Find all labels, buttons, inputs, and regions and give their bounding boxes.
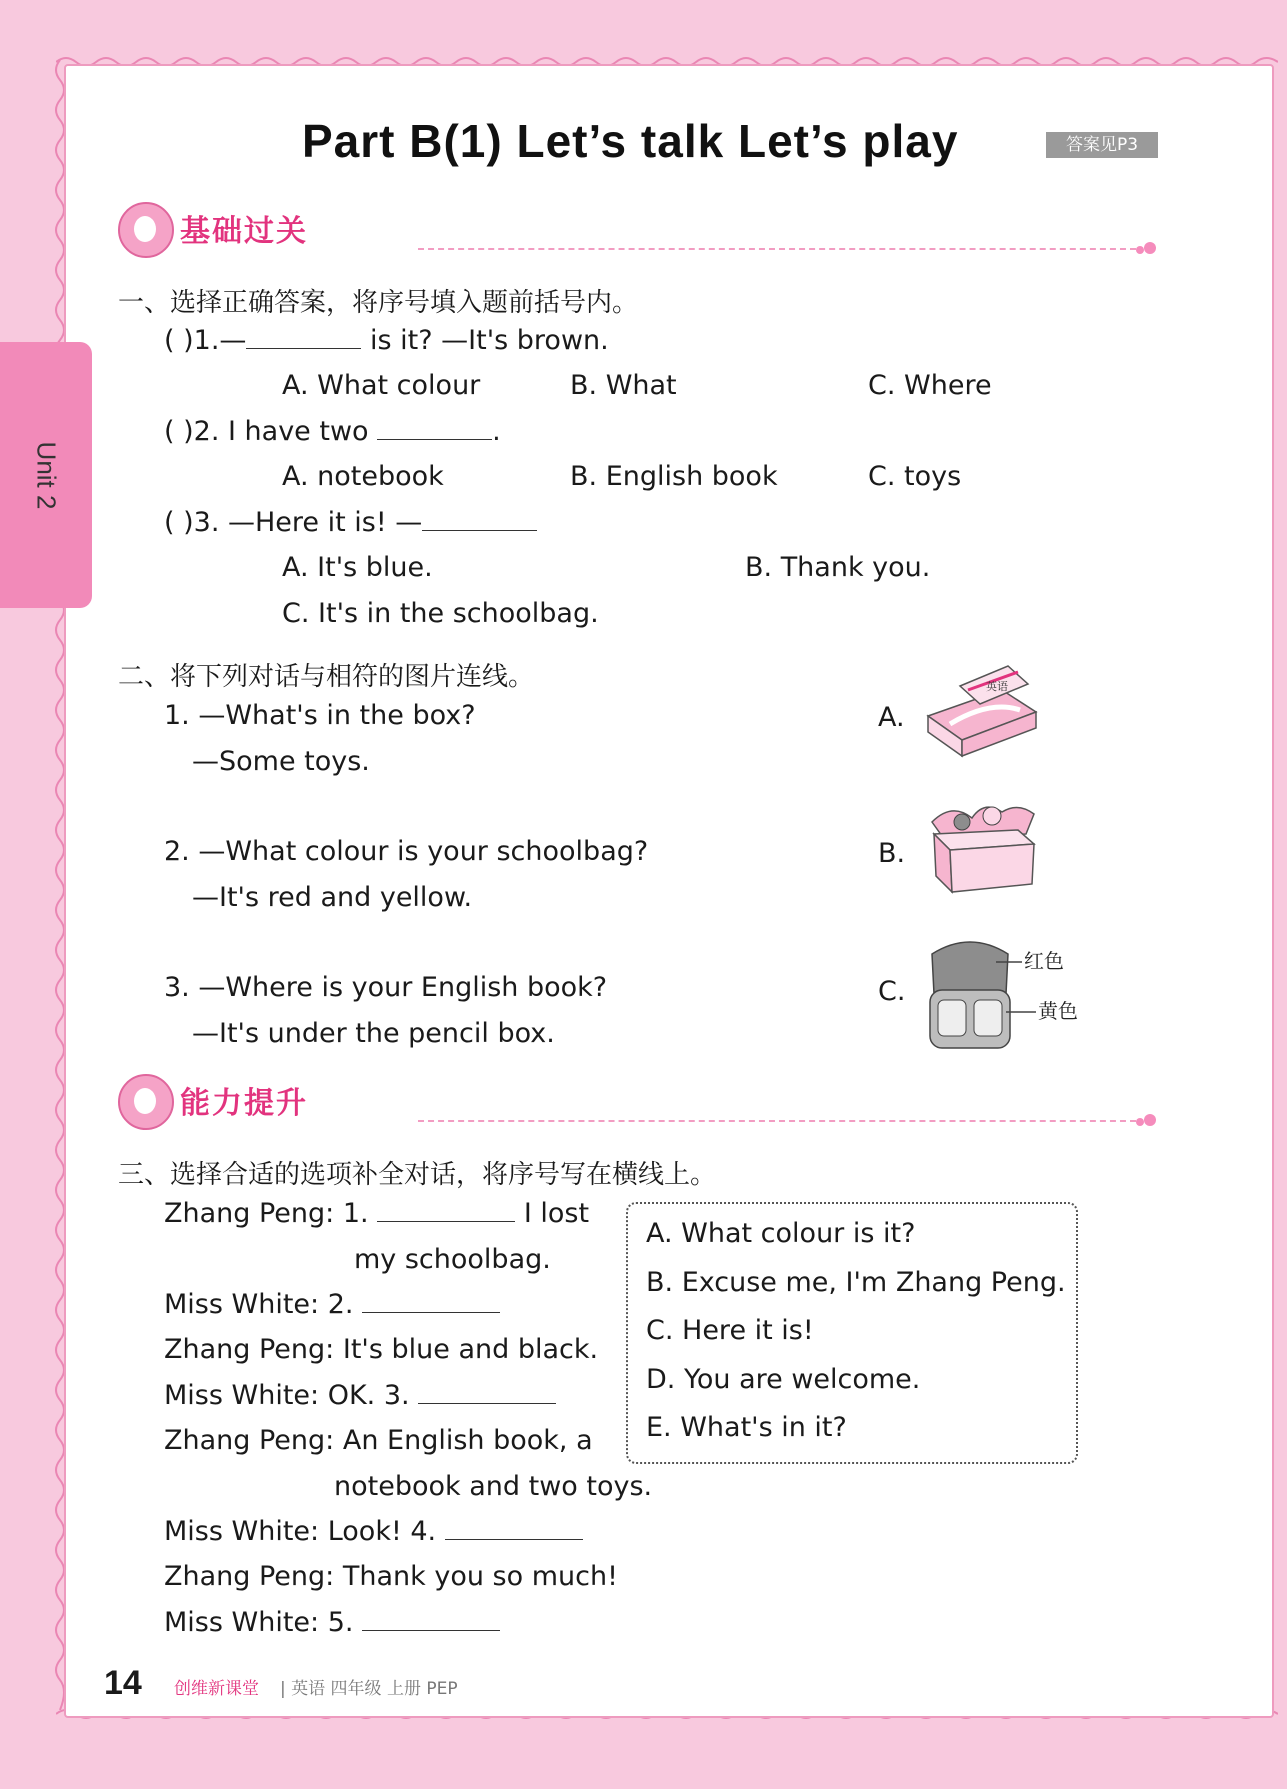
speaker: Miss White:: [164, 1289, 320, 1320]
answer-reference-badge: 答案见P3: [1046, 132, 1158, 158]
dashed-rule: [418, 248, 1136, 250]
section-label-advanced: 能力提升: [180, 1086, 308, 1121]
line-text: OK. 3.: [327, 1380, 410, 1411]
bag-label-yellow: 黄色: [1038, 999, 1078, 1023]
item-before: —Here it is! —: [219, 507, 423, 538]
q1-title: 一、选择正确答案，将序号填入题前括号内。: [118, 288, 639, 318]
section-header-advanced: [118, 1074, 1158, 1130]
dialog-line-5: [164, 1380, 556, 1411]
option-a[interactable]: A. What colour is it?: [646, 1218, 916, 1249]
picture-label-c: C.: [878, 976, 906, 1007]
q2-dialog-1-question: 1. —What's in the box?: [164, 700, 476, 731]
dialog-line-1: [164, 1198, 589, 1229]
q1-item-1: [164, 325, 609, 356]
q1-3-option-c[interactable]: C. It's in the schoolbag.: [282, 598, 599, 629]
dialog-line-2: my schoolbag.: [354, 1244, 551, 1275]
option-c[interactable]: C. Here it is!: [646, 1315, 814, 1346]
q1-1-option-c[interactable]: C. Where: [868, 370, 992, 401]
line-text: It's blue and black.: [342, 1334, 599, 1365]
section-label-basic: 基础过关: [180, 214, 308, 249]
line-text: 1.: [342, 1198, 369, 1229]
dialog-line-6: [164, 1425, 593, 1456]
unit-side-tab: [0, 342, 92, 608]
picture-label-b: B.: [878, 838, 906, 869]
dots-icon: [1136, 240, 1158, 256]
mascot-icon: [118, 202, 174, 258]
q1-3-option-a[interactable]: A. It's blue.: [282, 552, 433, 583]
pencil-box-picture[interactable]: [920, 660, 1046, 760]
page-number: 14: [104, 1664, 142, 1702]
picture-label-a: A.: [878, 702, 905, 733]
fill-blank[interactable]: [445, 1538, 583, 1540]
q2-dialog-2-answer: —It's red and yellow.: [192, 882, 473, 913]
q1-1-option-a[interactable]: A. What colour: [282, 370, 481, 401]
dialog-line-3: [164, 1289, 500, 1320]
options-box: [626, 1202, 1078, 1464]
dots-icon: [1136, 1112, 1158, 1128]
schoolbag-picture[interactable]: [920, 934, 1092, 1054]
item-number: 2.: [193, 416, 220, 447]
item-before: I have two: [219, 416, 378, 447]
speaker: Zhang Peng:: [164, 1425, 335, 1456]
footer-info: | 英语 四年级 上册 PEP: [280, 1679, 458, 1699]
fill-blank[interactable]: [418, 1402, 556, 1404]
option-b[interactable]: B. Excuse me, I'm Zhang Peng.: [646, 1267, 1066, 1298]
item-before: —: [219, 325, 247, 356]
q1-2-option-b[interactable]: B. English book: [570, 461, 778, 492]
q3-title: 三、选择合适的选项补全对话，将序号写在横线上。: [118, 1160, 717, 1190]
page-title: Part B(1) Let’s talk Let’s play: [302, 115, 959, 167]
line-text: Look! 4.: [327, 1516, 437, 1547]
q1-2-option-c[interactable]: C. toys: [868, 461, 962, 492]
item-after: .: [492, 416, 501, 447]
dialog-line-9: [164, 1561, 618, 1592]
q2-title: 二、将下列对话与相符的图片连线。: [118, 662, 535, 692]
fill-blank[interactable]: [422, 529, 537, 531]
speaker: Miss White:: [164, 1516, 320, 1547]
line-text: Thank you so much!: [342, 1561, 618, 1592]
q1-2-option-a[interactable]: A. notebook: [282, 461, 444, 492]
speaker: Miss White:: [164, 1607, 320, 1638]
q1-item-2: [164, 416, 501, 447]
line-text: An English book, a: [342, 1425, 593, 1456]
q1-item-3: [164, 507, 537, 538]
dashed-rule: [418, 1120, 1136, 1122]
q1-3-option-b[interactable]: B. Thank you.: [745, 552, 931, 583]
option-d[interactable]: D. You are welcome.: [646, 1364, 921, 1395]
fill-blank[interactable]: [246, 347, 361, 349]
line-text: 5.: [327, 1607, 354, 1638]
line-text-after: I lost: [515, 1198, 590, 1229]
dialog-line-8: [164, 1516, 583, 1547]
q1-1-option-b[interactable]: B. What: [570, 370, 677, 401]
q2-dialog-2-question: 2. —What colour is your schoolbag?: [164, 836, 649, 867]
speaker: Miss White:: [164, 1380, 320, 1411]
q2-dialog-1-answer: —Some toys.: [192, 746, 370, 777]
fill-blank[interactable]: [362, 1311, 500, 1313]
footer-brand: 创维新课堂: [174, 1679, 259, 1699]
dialog-line-10: [164, 1607, 500, 1638]
toy-box-picture[interactable]: [922, 800, 1046, 900]
item-after: is it? —It's brown.: [361, 325, 609, 356]
mascot-icon: [118, 1074, 174, 1130]
answer-bracket[interactable]: ( ): [164, 416, 194, 447]
book-label: 英语: [986, 680, 1008, 693]
answer-bracket[interactable]: ( ): [164, 325, 194, 356]
fill-blank[interactable]: [377, 1220, 515, 1222]
speaker: Zhang Peng:: [164, 1334, 335, 1365]
line-text: 2.: [327, 1289, 354, 1320]
q2-dialog-3-question: 3. —Where is your English book?: [164, 972, 608, 1003]
unit-tab-label: Unit 2: [31, 441, 62, 509]
dialog-line-7: notebook and two toys.: [334, 1471, 653, 1502]
speaker: Zhang Peng:: [164, 1561, 335, 1592]
q2-dialog-3-answer: —It's under the pencil box.: [192, 1018, 555, 1049]
section-header-basic: [118, 202, 1158, 258]
item-number: 1.: [193, 325, 220, 356]
fill-blank[interactable]: [362, 1629, 500, 1631]
speaker: Zhang Peng:: [164, 1198, 335, 1229]
bag-label-red: 红色: [1024, 949, 1064, 973]
answer-bracket[interactable]: ( ): [164, 507, 194, 538]
dialog-line-4: [164, 1334, 598, 1365]
item-number: 3.: [193, 507, 220, 538]
option-e[interactable]: E. What's in it?: [646, 1412, 847, 1443]
fill-blank[interactable]: [377, 438, 492, 440]
